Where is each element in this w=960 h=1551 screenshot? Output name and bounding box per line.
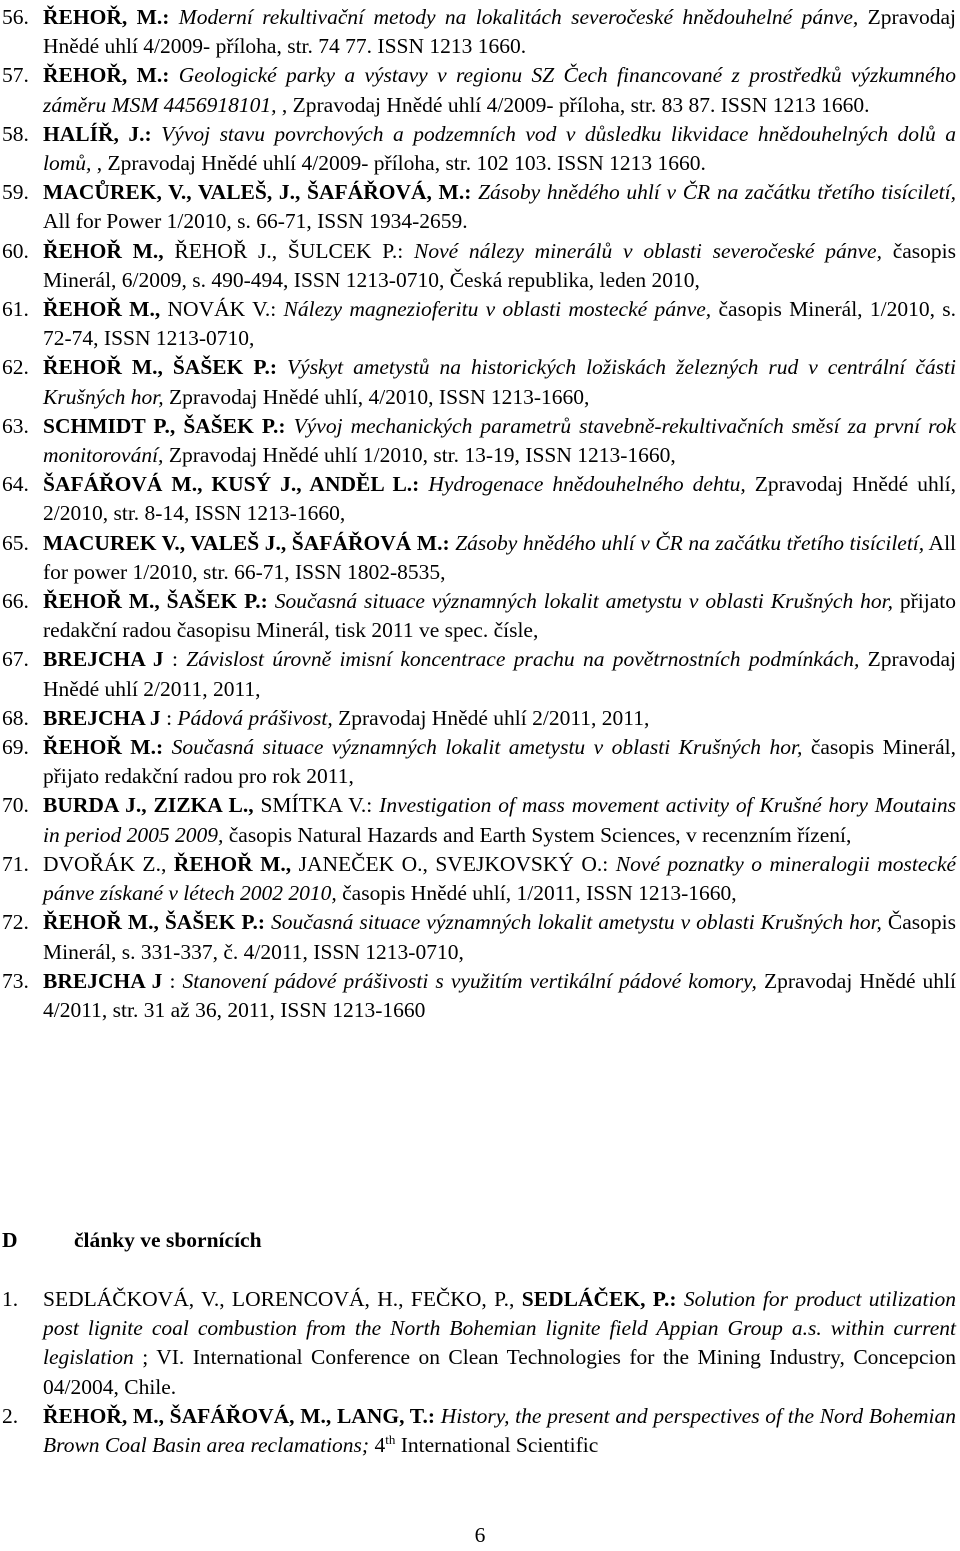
proceedings-list: [0, 1285, 960, 1460]
entry-authors: SEDLÁČEK, P.:: [521, 1287, 677, 1311]
entry-publication: časopis Minerál, přijato redakční radou pro rok 2011,: [43, 735, 957, 789]
entry-title: Nové nálezy minerálů v oblasti severočeské pánve,: [414, 238, 882, 263]
entry-authors: HALÍŘ, J.:: [43, 121, 152, 146]
entry-publication: All for power 1/2010, str. 66-71, ISSN 1802-8535,: [43, 530, 957, 584]
entry-authors: ŘEHOŘ M.,: [173, 851, 292, 876]
publication-entry: [0, 3, 960, 61]
entry-authors: MACUREK V., VALEŠ J., ŠAFÁŘOVÁ M.:: [43, 530, 450, 555]
entry-number: 71.: [2, 851, 29, 876]
entry-number: 59.: [2, 180, 29, 205]
entry-number: 63.: [2, 413, 29, 438]
entry-authors: ŘEHOŘ, M.:: [43, 63, 170, 88]
entry-authors: ŘEHOŘ M.,: [43, 297, 161, 322]
entry-number: 70.: [2, 793, 29, 818]
publication-entry: [0, 470, 960, 528]
entry-title: History, the present and perspectives of the Nord Bohemian Brown Coal Basin area reclamations;: [43, 1403, 956, 1458]
entry-title: Výskyt ametystů na historických ložiskách železných rud v centrální části Krušných hor,: [43, 355, 956, 409]
entry-authors-lead: DVOŘÁK Z.,: [43, 851, 167, 876]
entry-publication: Zpravodaj Hnědé uhlí 4/2009- příloha, str. 74 77. ISSN 1213 1660.: [43, 5, 957, 59]
entry-authors-extra: JANEČEK O., SVEJKOVSKÝ O.:: [298, 851, 609, 876]
entry-title: Současná situace významných lokalit ametystu v oblasti Krušných hor,: [271, 910, 882, 935]
publication-entry: [0, 353, 960, 411]
entry-number: 61.: [2, 297, 29, 322]
entry-publication: Zpravodaj Hnědé uhlí, 2/2010, str. 8-14, ISSN 1213-1660,: [43, 472, 957, 526]
entry-title: Zásoby hnědého uhlí v ČR na začátku třetího tisíciletí,: [478, 180, 957, 205]
entry-number: 69.: [2, 735, 29, 760]
proceedings-entry: [0, 1285, 960, 1402]
entry-number: 64.: [2, 472, 29, 497]
entry-number: 60.: [2, 238, 29, 263]
publication-entry: [0, 412, 960, 470]
proceedings-entry: [0, 1402, 960, 1460]
entry-authors: ŠAFÁŘOVÁ M., KUSÝ J., ANDĚL L.:: [43, 472, 420, 497]
entry-authors: MACŮREK, V., VALEŠ, J., ŠAFÁŘOVÁ, M.:: [43, 180, 472, 205]
publication-entry: [0, 529, 960, 587]
publication-entry: [0, 791, 960, 849]
entry-authors: ŘEHOŘ M.:: [43, 735, 164, 760]
entry-authors: BURDA J., ZIZKA L.,: [43, 793, 254, 818]
entry-title: Zásoby hnědého uhlí v ČR na začátku třetího tisíciletí,: [455, 530, 925, 555]
section-title: články ve sbornících: [74, 1228, 262, 1252]
publication-list: [0, 3, 960, 1025]
entry-publication: Zpravodaj Hnědé uhlí, 4/2010, ISSN 1213-1660,: [169, 384, 590, 409]
entry-authors-extra: ŘEHOŘ J., ŠULCEK P.:: [174, 238, 404, 263]
entry-authors: BREJCHA J: [43, 647, 164, 672]
entry-number: 65.: [2, 530, 29, 555]
entry-number: 57.: [2, 63, 29, 88]
entry-publication: ; VI. International Conference on Clean Technologies for the Mining Industry, Concepcion 04/2004, Chile.: [43, 1345, 957, 1399]
entry-number: 58.: [2, 121, 29, 146]
entry-publication: , Zpravodaj Hnědé uhlí 4/2009- příloha, str. 83 87. ISSN 1213 1660.: [281, 92, 870, 117]
section-letter: D: [2, 1228, 18, 1252]
entry-title: Pádová prášivost,: [177, 705, 333, 730]
entry-publication: Časopis Minerál, s. 331-337, č. 4/2011, ISSN 1213-0710,: [43, 910, 957, 964]
entry-publication: časopis Minerál, 6/2009, s. 490-494, ISSN 1213-0710, Česká republika, leden 2010,: [43, 238, 957, 292]
entry-publication: All for Power 1/2010, s. 66-71, ISSN 1934-2659.: [43, 209, 468, 234]
entry-authors: ŘEHOŘ M., ŠAŠEK P.:: [43, 910, 266, 935]
entry-authors-lead: SEDLÁČKOVÁ, V., LORENCOVÁ, H., FEČKO, P.,: [43, 1287, 515, 1311]
entry-number: 62.: [2, 355, 29, 380]
entry-authors: SCHMIDT P., ŠAŠEK P.:: [43, 413, 286, 438]
entry-title: Současná situace významných lokalit ametystu v oblasti Krušných hor,: [274, 589, 893, 614]
entry-authors-extra: NOVÁK V.:: [167, 297, 277, 322]
entry-authors-extra: SMÍTKA V.:: [260, 793, 373, 818]
entry-title: Solution for product utilization post lignite coal combustion from the North Bohemian lignite field Appian Group a.s. within current legislation: [43, 1287, 956, 1370]
entry-number: 67.: [2, 647, 29, 672]
entry-publication: International Scientific: [400, 1433, 599, 1458]
entry-number: 56.: [2, 5, 29, 29]
entry-authors-extra: :: [169, 968, 176, 993]
entry-title: Současná situace významných lokalit ametystu v oblasti Krušných hor,: [171, 735, 803, 760]
entry-publication: časopis Minerál, 1/2010, s. 72-74, ISSN 1213-0710,: [43, 297, 957, 351]
entry-authors: BREJCHA J: [43, 968, 163, 993]
entry-authors: ŘEHOŘ, M.:: [43, 5, 170, 29]
entry-authors: ŘEHOŘ, M., ŠAFÁŘOVÁ, M., LANG, T.:: [43, 1403, 436, 1428]
entry-edition: 4: [374, 1433, 386, 1458]
publication-entry: [0, 237, 960, 295]
publication-entry: [0, 733, 960, 791]
entry-publication: Zpravodaj Hnědé uhlí 1/2010, str. 13-19, ISSN 1213-1660,: [168, 443, 676, 468]
entry-publication: Zpravodaj Hnědé uhlí 2/2011, 2011,: [43, 647, 957, 701]
page-number: 6: [474, 1523, 486, 1547]
publication-entry: [0, 120, 960, 178]
publication-entry: [0, 178, 960, 236]
entry-authors-extra: :: [171, 647, 178, 672]
entry-number: 72.: [2, 910, 29, 935]
publication-entry: [0, 850, 960, 908]
entry-authors: ŘEHOŘ M.,: [43, 238, 164, 263]
entry-number: 1.: [2, 1287, 19, 1311]
entry-number: 73.: [2, 968, 29, 993]
entry-title: Závislost úrovně imisní koncentrace prachu na povětrnostních podmínkách,: [186, 647, 860, 672]
publication-entry: [0, 967, 960, 1025]
entry-number: 66.: [2, 589, 29, 614]
publication-entry: [0, 295, 960, 353]
publication-entry: [0, 587, 960, 645]
entry-number: 2.: [2, 1403, 19, 1428]
publication-entry: [0, 61, 960, 119]
entry-publication: přijato redakční radou časopisu Minerál, tisk 2011 ve spec. čísle,: [43, 589, 956, 643]
entry-publication: časopis Hnědé uhlí, 1/2011, ISSN 1213-1660,: [342, 881, 737, 906]
entry-title: Nálezy magnezioferitu v oblasti mostecké pánve,: [283, 297, 712, 322]
entry-title: Moderní rekultivační metody na lokalitách severočeské hnědouhelné pánve,: [178, 5, 859, 29]
entry-publication: časopis Natural Hazards and Earth System Sciences, v recenzním řízení,: [228, 822, 852, 847]
publication-entry: [0, 908, 960, 966]
entry-publication: , Zpravodaj Hnědé uhlí 4/2009- příloha, str. 102 103. ISSN 1213 1660.: [96, 151, 706, 176]
entry-title: Investigation of mass movement activity of Krušné hory Moutains in period 2005 2009,: [43, 793, 957, 847]
entry-title: Nové poznatky o mineralogii mostecké pánve získané v létech 2002 2010,: [43, 851, 957, 906]
entry-edition-suffix: th: [385, 1431, 396, 1447]
entry-title: Hydrogenace hnědouhelného dehtu,: [428, 472, 746, 497]
entry-title: Geologické parky a výstavy v regionu SZ Čech financované z prostředků výzkumného záměru MSM 4456918101,: [43, 63, 956, 117]
entry-publication: Zpravodaj Hnědé uhlí 2/2011, 2011,: [338, 705, 650, 730]
entry-authors-extra: :: [166, 705, 173, 730]
entry-authors: ŘEHOŘ M., ŠAŠEK P.:: [43, 589, 268, 614]
entry-publication: Zpravodaj Hnědé uhlí 4/2011, str. 31 až 36, 2011, ISSN 1213-1660: [43, 968, 957, 1022]
entry-authors: ŘEHOŘ M., ŠAŠEK P.:: [43, 355, 278, 380]
entry-title: Stanovení pádové prášivosti s využitím vertikální pádové komory,: [182, 968, 757, 993]
entry-title: Vývoj mechanických parametrů stavebně-rekultivačních směsí za první rok monitorování,: [43, 413, 957, 468]
publication-entry: [0, 645, 960, 703]
entry-title: Vývoj stavu povrchových a podzemních vod v důsledku likvidace hnědouhelných dolů a lomů,: [43, 121, 957, 176]
entry-authors: BREJCHA J: [43, 705, 161, 730]
publication-entry: [0, 704, 960, 733]
entry-number: 68.: [2, 705, 29, 730]
